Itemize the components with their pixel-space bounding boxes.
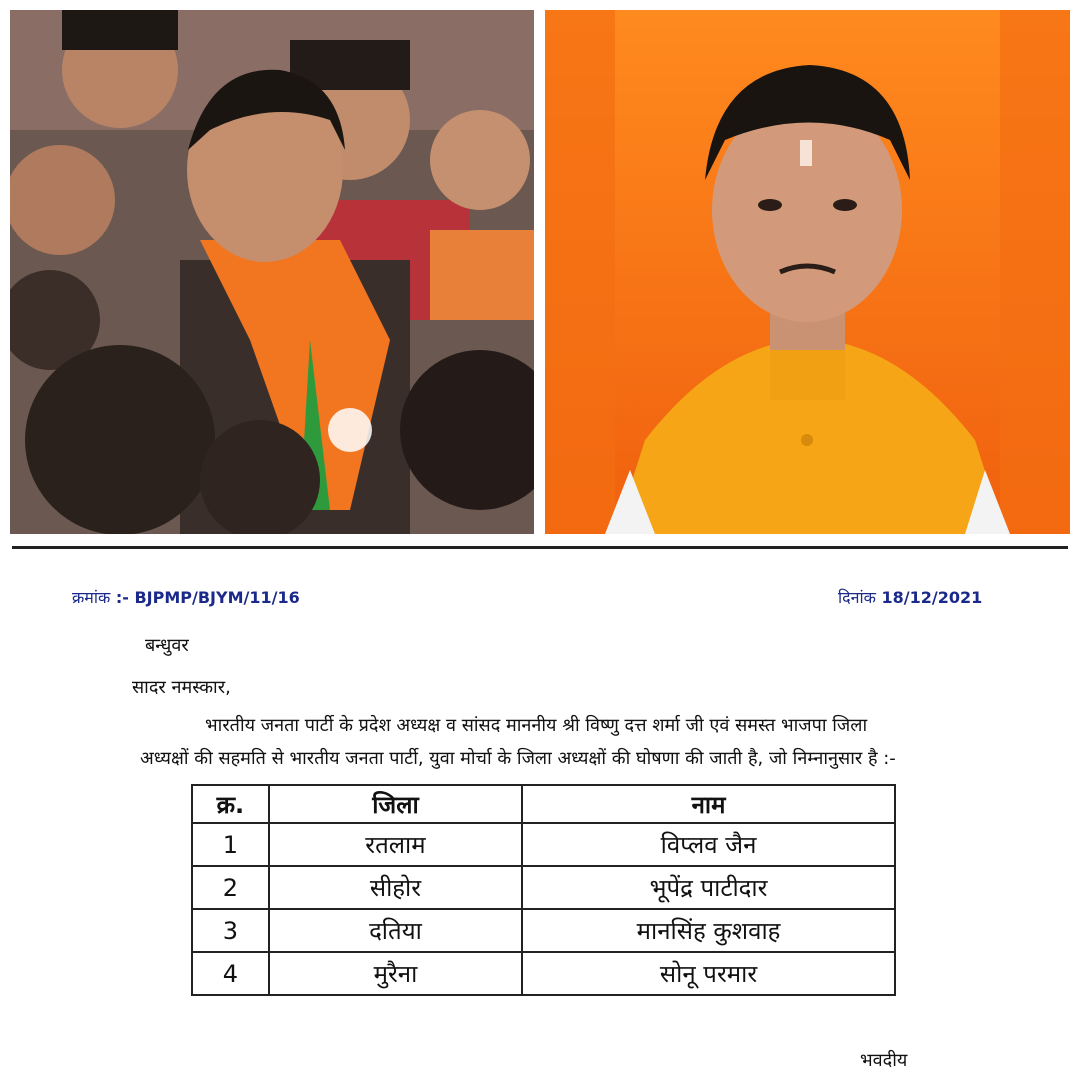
district-president-table — [191, 784, 896, 996]
salutation: बन्धुवर — [145, 635, 189, 656]
cell-district: रतलाम — [269, 823, 522, 866]
reference-label: क्रमांक — [72, 588, 111, 607]
table-header-row — [192, 785, 895, 823]
photo-portrait — [545, 10, 1070, 534]
table-row — [192, 866, 895, 909]
cell-district: मुरैना — [269, 952, 522, 995]
letter-date — [838, 586, 982, 608]
crowd-photo-illustration — [10, 10, 534, 534]
header-district: जिला — [269, 785, 522, 823]
date-value: 18/12/2021 — [881, 588, 983, 607]
cell-name: विप्लव जैन — [522, 823, 895, 866]
cell-serial: 4 — [192, 952, 269, 995]
photo-crowd-leader — [10, 10, 534, 534]
table-row — [192, 823, 895, 866]
cell-district: दतिया — [269, 909, 522, 952]
date-label: दिनांक — [838, 588, 876, 607]
header-name: नाम — [522, 785, 895, 823]
greeting: सादर नमस्कार, — [132, 677, 231, 698]
announcement-line-1: भारतीय जनता पार्टी के प्रदेश अध्यक्ष व सांसद माननीय श्री विष्णु दत्त शर्मा जी एवं समस्त भाजपा जिला — [205, 715, 868, 736]
table-row — [192, 952, 895, 995]
cell-serial: 2 — [192, 866, 269, 909]
announcement-line-2: अध्यक्षों की सहमति से भारतीय जनता पार्टी, युवा मोर्चा के जिला अध्यक्षों की घोषणा की जाती है, जो निम्नानुसार है :- — [140, 748, 896, 769]
cell-district: सीहोर — [269, 866, 522, 909]
cell-name: मानसिंह कुशवाह — [522, 909, 895, 952]
header-serial: क्र. — [192, 785, 269, 823]
signoff: भवदीय — [860, 1050, 908, 1071]
cell-name: सोनू परमार — [522, 952, 895, 995]
cell-name: भूपेंद्र पाटीदार — [522, 866, 895, 909]
section-divider — [12, 546, 1068, 549]
cell-serial: 3 — [192, 909, 269, 952]
reference-value: :- BJPMP/BJYM/11/16 — [115, 588, 300, 607]
portrait-photo-illustration — [545, 10, 1070, 534]
table-row — [192, 909, 895, 952]
reference-number — [72, 586, 300, 608]
cell-serial: 1 — [192, 823, 269, 866]
